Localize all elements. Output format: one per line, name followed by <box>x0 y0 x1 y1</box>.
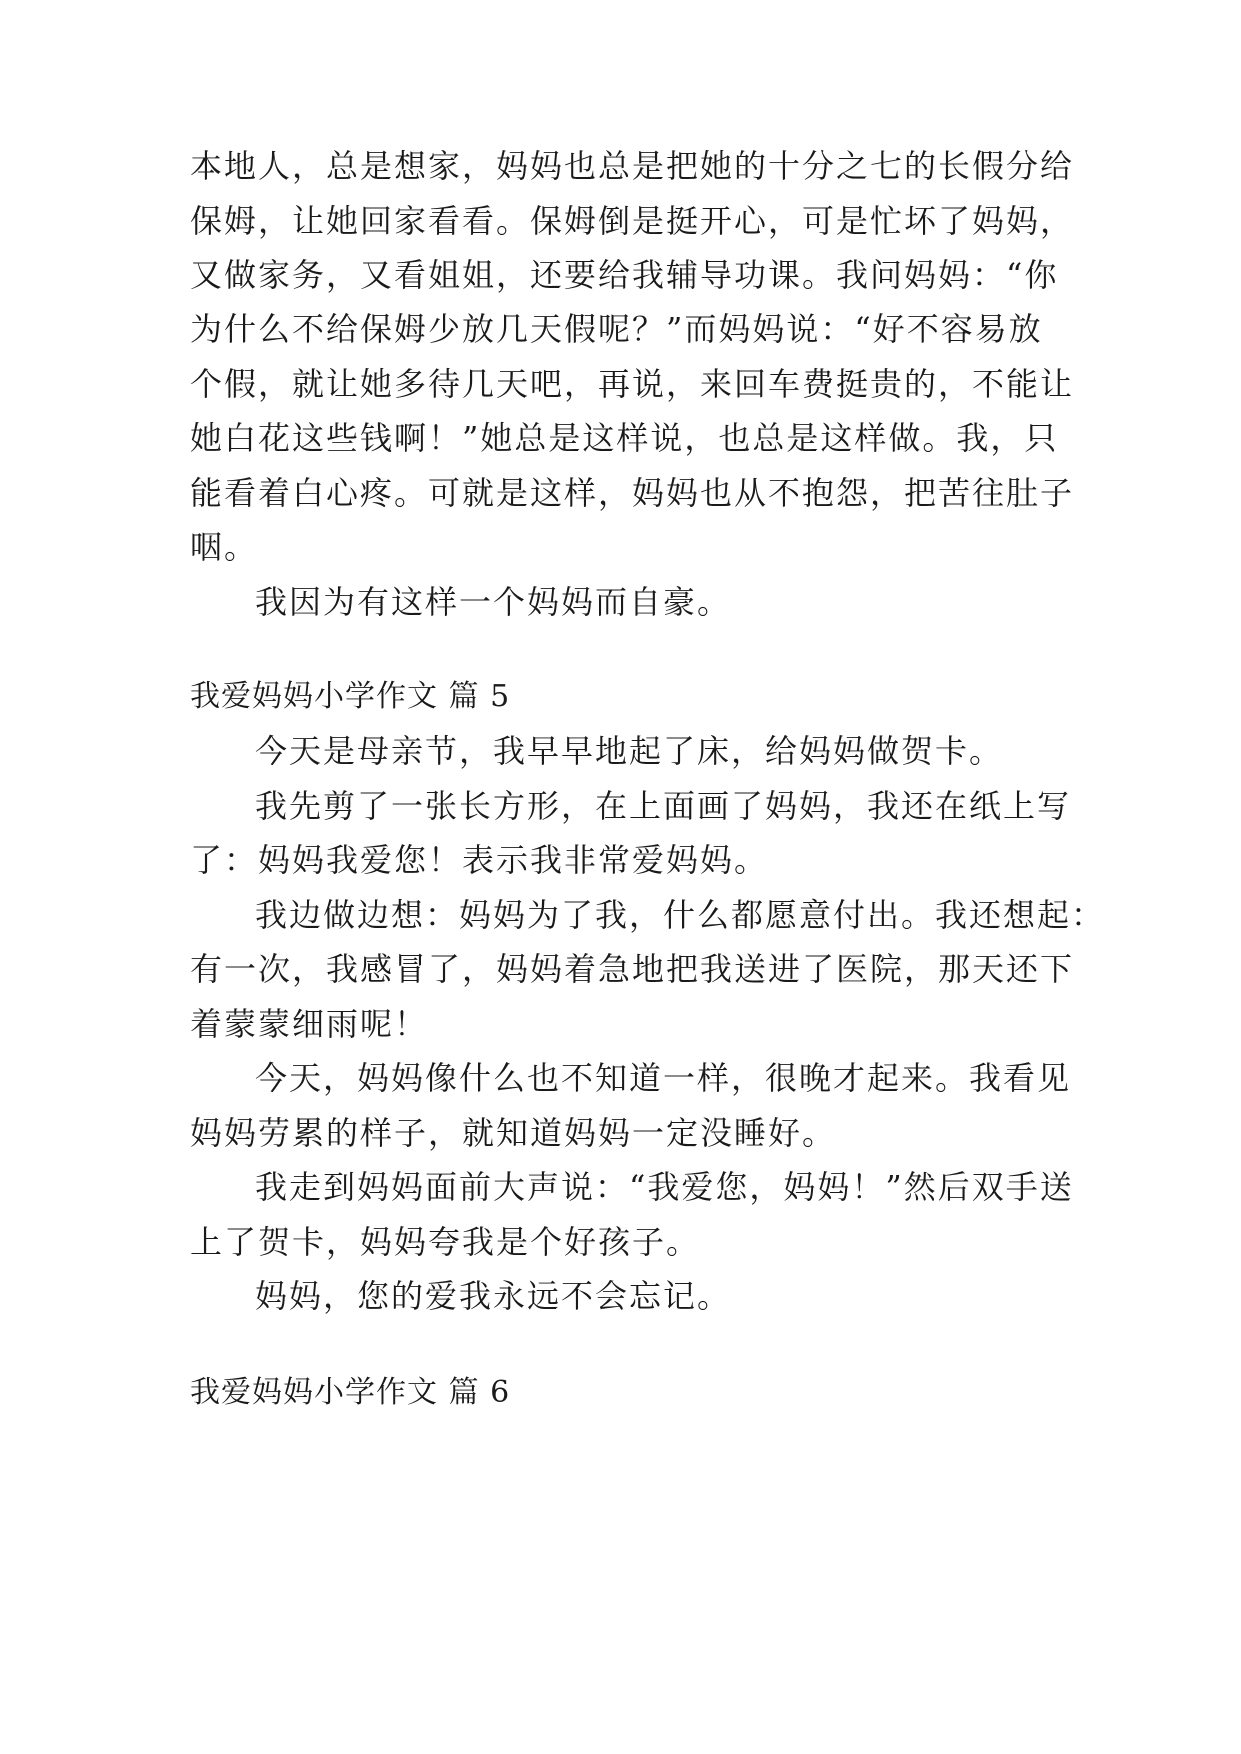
text-line: 着蒙蒙细雨呢！ <box>190 1005 429 1043</box>
text-line: 保姆，让她回家看看。保姆倒是挺开心，可是忙坏了妈妈， <box>190 202 1075 240</box>
text-line: 有一次，我感冒了，妈妈着急地把我送进了医院，那天还下 <box>190 950 1075 988</box>
text-line: 我走到妈妈面前大声说：“我爱您，妈妈！”然后双手送 <box>255 1168 1074 1206</box>
section-heading: 我爱妈妈小学作文 篇 5 <box>190 679 511 714</box>
section-heading: 我爱妈妈小学作文 篇 6 <box>190 1375 511 1410</box>
text-line: 妈妈劳累的样子，就知道妈妈一定没睡好。 <box>190 1114 837 1152</box>
text-line: 上了贺卡，妈妈夸我是个好孩子。 <box>190 1223 701 1261</box>
paragraph: 妈妈，您的爱我永远不会忘记。 <box>255 1277 732 1315</box>
text-line: 个假，就让她多待几天吧，再说，来回车费挺贵的，不能让 <box>190 365 1075 403</box>
text-line: 了：妈妈我爱您！表示我非常爱妈妈。 <box>190 841 769 879</box>
text-line: 她白花这些钱啊！”她总是这样说，也总是这样做。我，只 <box>190 419 1059 457</box>
paragraph: 我因为有这样一个妈妈而自豪。 <box>255 583 732 621</box>
paragraph: 今天是母亲节，我早早地起了床，给妈妈做贺卡。 <box>255 732 1004 770</box>
text-line: 能看着白心疼。可就是这样，妈妈也从不抱怨，把苦往肚子 <box>190 474 1075 512</box>
text-line: 本地人，总是想家，妈妈也总是把她的十分之七的长假分给 <box>190 147 1075 185</box>
text-line: 我边做边想：妈妈为了我，什么都愿意付出。我还想起： <box>255 896 1106 934</box>
text-line: 我先剪了一张长方形，在上面画了妈妈，我还在纸上写 <box>255 787 1072 825</box>
text-line: 又做家务，又看姐姐，还要给我辅导功课。我问妈妈：“你 <box>190 256 1059 294</box>
text-line: 为什么不给保姆少放几天假呢？”而妈妈说：“好不容易放 <box>190 310 1043 348</box>
text-line: 咽。 <box>190 528 259 566</box>
text-line: 今天，妈妈像什么也不知道一样，很晚才起来。我看见 <box>255 1059 1072 1097</box>
